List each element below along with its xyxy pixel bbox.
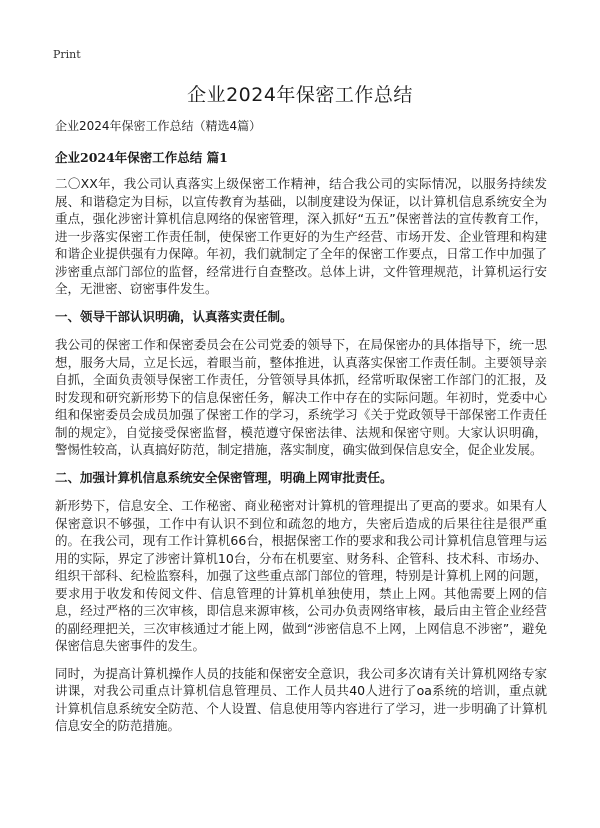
intro-paragraph: 二〇XX年，我公司认真落实上级保密工作精神，结合我公司的实际情况，以服务持续发展、和谐稳定为目标，以宣传教育为基础，以制度建设为保证，以计算机信息系统安全为重点，强化涉密计算机信息网络的保密管理，深入抓好“五五”保密普法的宣传教育工作，进一步落实保密工作责任制，使保密工作更好的为生产经营、市场开发、企业管理和构建和谐企业提供强有力保障。年初，我们就制定了全年的保密工作要点，日常工作中加强了涉密重点部门部位的监督，经常进行自查整改。总体上讲，文件管理规范，计算机运行安全，无泄密、窃密事件发生。 [55,176,547,296]
document-subtitle: 企业2024年保密工作总结（精选4篇） [55,119,262,133]
section-title: 企业2024年保密工作总结 篇1 [55,149,228,165]
print-link[interactable]: Print [53,48,81,61]
page-title: 企业2024年保密工作总结 [187,84,413,106]
heading-2: 二、加强计算机信息系统安全保密管理，明确上网审批责任。 [55,469,393,485]
paragraph-2: 新形势下，信息安全、工作秘密、商业秘密对计算机的管理提出了更高的要求。如果有人保密意识不够强，工作中有认识不到位和疏忽的地方，失密后造成的后果往往是很严重的。在我公司，现有工作计算机66台，根据保密工作的要求和我公司计算机信息管理与运用的实际，界定了涉密计算机10台，分布在机要室、财务科、企管科、技术科、市场办、组织干部科、纪检监察科，加强了这些重点部门部位的管理，特别是计算机上网的问题，要求用于收发和传阅文件、信息管理的计算机单独使用，禁止上网。其他需要上网的信息，经过严格的三次审核，即信息来源审核，公司办负责网络审核，最后由主管企业经营的副经理把关，三次审核通过才能上网，做到“涉密信息不上网，上网信息不涉密”，避免保密信息失密事件的发生。 [55,498,547,653]
heading-1: 一、领导干部认识明确，认真落实责任制。 [55,308,293,324]
paragraph-1: 我公司的保密工作和保密委员会在公司党委的领导下，在局保密办的具体指导下，统一思想，服务大局，立足长远，着眼当前，整体推进，认真落实保密工作责任制。主要领导亲自抓，全面负责领导保密工作责任，分管领导具体抓，经常听取保密工作部门的汇报，及时发现和研究新形势下的信息保密任务，解决工作中存在的实际问题。年初时，党委中心组和保密委员会成员加强了保密工作的学习，系统学习《关于党政领导干部保密工作责任制的规定》，自觉接受保密监督，模范遵守保密法律、法规和保密守则。大家认识明确，警惕性较高，认真搞好防范，制定措施，落实制度，确实做到保信息安全，促企业发展。 [55,337,547,457]
document-body [55,118,547,745]
paragraph-3: 同时，为提高计算机操作人员的技能和保密安全意识，我公司多次请有关计算机网络专家讲课，对我公司重点计算机信息管理员、工作人员共40人进行了oa系统的培训，重点就计算机信息系统安全防范、个人设置、信息使用等内容进行了学习，进一步明确了计算机信息安全的防范措施。 [55,665,547,733]
